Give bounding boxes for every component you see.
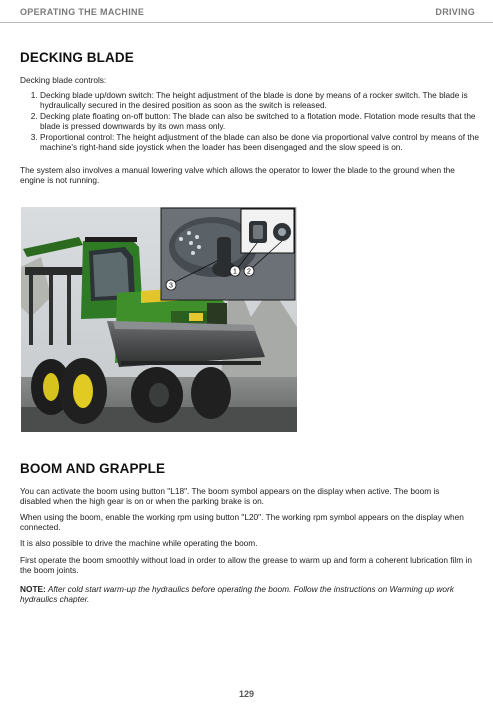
header-section: DRIVING xyxy=(435,7,475,17)
list-item: 3. Proportional control: The height adjustment of the blade can also be done via proportional valve control by means of the machine's right-hand side joystick when the loader has been disengaged and the slow speed is on. xyxy=(40,132,485,153)
header-chapter: OPERATING THE MACHINE xyxy=(20,7,145,17)
note-paragraph xyxy=(20,584,472,605)
boom-activation-text: You can activate the boom using button "L18". The boom symbol appears on the display when active. The boom is disabled when the high gear is on or when the parking brake is on. xyxy=(20,486,440,507)
decking-blade-intro: Decking blade controls: xyxy=(20,75,107,85)
callout-3 xyxy=(166,280,176,290)
note-label: NOTE: xyxy=(20,584,46,594)
section-title-decking-blade: DECKING BLADE xyxy=(20,50,134,65)
warm-up-boom-text: First operate the boom smoothly without load in order to allow the grease to warm up and form a coherent lubrication film in the boom joints. xyxy=(20,555,472,576)
list-item: 2. Decking plate floating on-off button: The blade can also be switched to a flotation mode. Flotation mode results that the blade is pressed downwards by its own mass only. xyxy=(40,111,485,132)
forwarder-decking-blade-photo xyxy=(21,207,297,432)
svg-text:2: 2 xyxy=(247,268,251,276)
section-title-boom-and-grapple: BOOM AND GRAPPLE xyxy=(20,461,166,476)
page-number: 129 xyxy=(238,689,255,699)
callout-2 xyxy=(244,266,254,276)
note-text: After cold start warm-up the hydraulics before operating the boom. Follow the instructions on Warming up work hydraulics chapter. xyxy=(20,584,454,605)
callout-1 xyxy=(230,266,240,276)
page-header xyxy=(0,0,493,23)
svg-text:1: 1 xyxy=(233,268,237,276)
decking-blade-controls-list xyxy=(20,90,485,153)
working-rpm-text: When using the boom, enable the working rpm using button "L20". The working rpm symbol appears on the display when connected. xyxy=(20,512,464,533)
list-item: 1. Decking blade up/down switch: The height adjustment of the blade is done by means of a rocker switch. The blade is hydraulically secured in the desired position as soon as the switch is released. xyxy=(40,90,485,111)
manual-lowering-text: The system also involves a manual lowering valve which allows the operator to lower the blade to the ground when the engine is not running. xyxy=(20,165,455,186)
svg-text:3: 3 xyxy=(169,282,173,290)
drive-while-operating-text: It is also possible to drive the machine while operating the boom. xyxy=(20,538,258,548)
